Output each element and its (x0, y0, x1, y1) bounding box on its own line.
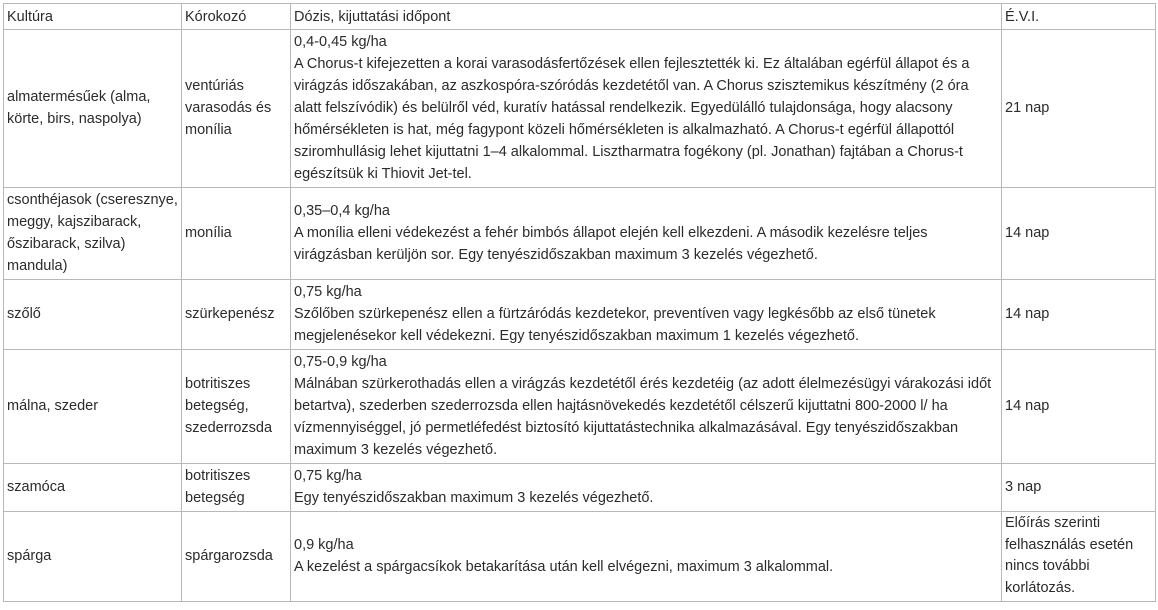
evi-cell: 21 nap (1002, 30, 1156, 188)
dose-cell (291, 30, 1002, 188)
dose-description: Egy tenyészidőszakban maximum 3 kezelés végezhető. (294, 490, 654, 506)
table-row (4, 30, 1156, 188)
dose-cell (291, 464, 1002, 512)
pathogen-cell: spárgarozsda (182, 512, 291, 602)
culture-cell: szamóca (4, 464, 182, 512)
dose-cell (291, 188, 1002, 280)
culture-cell: spárga (4, 512, 182, 602)
pathogen-cell: botritiszes betegség (182, 464, 291, 512)
pathogen-cell: szürkepenész (182, 280, 291, 350)
pathogen-cell: ventúriás varasodás és monília (182, 30, 291, 188)
table-row (4, 188, 1156, 280)
culture-cell: csonthéjasok (cseresznye, meggy, kajszibarack, őszibarack, szilva) mandula) (4, 188, 182, 280)
header-dose: Dózis, kijuttatási időpont (291, 4, 1002, 30)
evi-cell: 14 nap (1002, 188, 1156, 280)
header-culture: Kultúra (4, 4, 182, 30)
culture-cell: málna, szeder (4, 350, 182, 464)
table-row (4, 350, 1156, 464)
dose-description: Málnában szürkerothadás ellen a virágzás kezdetétől érés kezdetéig (az adott élelmezésügyi várakozási időt betartva), szederben szederrozsda ellen hajtásnövekedés kezdetétől célszerű kijuttatni 800-2000 l/ ha vízmennyiséggel, jó permetléfedést biztosító kijuttatástechnika alkalmazásával. Egy tenyészidőszakban maximum 3 kezelés végezhető. (294, 376, 992, 458)
culture-cell: szőlő (4, 280, 182, 350)
evi-cell: 14 nap (1002, 350, 1156, 464)
dose-description: A Chorus-t kifejezetten a korai varasodásfertőzések ellen fejlesztették ki. Ez általában egérfül állapot és a virágzás időszakában, az aszkospóra-szóródás kezdetétől van. A Chorus szisztemikus készítmény (2 óra alatt felszívódik) és belülről véd, kuratív hatással rendelkezik. Egyedülálló tulajdonsága, hogy alacsony hőmérsékleten is hat, még fagypont közeli hőmérsékleten is alkalmazható. A Chorus-t egérfül állapottól sziromhullásig lehet kijuttatni 1–4 alkalommal. Lisztharmatra fogékony (pl. Jonathan) fajtában a Chorus-t egészítsük ki Thiovit Jet-tel. (294, 56, 970, 182)
evi-cell: 3 nap (1002, 464, 1156, 512)
evi-cell: 14 nap (1002, 280, 1156, 350)
header-evi: É.V.I. (1002, 4, 1156, 30)
dose-amount: 0,9 kg/ha (294, 537, 354, 553)
pathogen-cell: monília (182, 188, 291, 280)
evi-cell: Előírás szerinti felhasználás esetén nincs további korlátozás. (1002, 512, 1156, 602)
pathogen-cell: botritiszes betegség, szederrozsda (182, 350, 291, 464)
dose-cell (291, 350, 1002, 464)
header-row (4, 4, 1156, 30)
dose-description: A kezelést a spárgacsíkok betakarítása után kell elvégezni, maximum 3 alkalommal. (294, 559, 834, 575)
dose-description: Szőlőben szürkepenész ellen a fürtzáródás kezdetekor, preventíven vagy legkésőbb az első tünetek megjelenésekor kell védekezni. Egy tenyészidőszakban maximum 1 kezelés végezhető. (294, 306, 936, 344)
dose-cell (291, 280, 1002, 350)
header-pathogen: Kórokozó (182, 4, 291, 30)
dose-description: A monília elleni védekezést a fehér bimbós állapot elején kell elkezdeni. A második kezelésre teljes virágzásban kerüljön sor. Egy tenyészidőszakban maximum 3 kezelés végezhető. (294, 225, 928, 263)
table-header (4, 4, 1156, 30)
dose-amount: 0,75 kg/ha (294, 284, 362, 300)
table-body (4, 30, 1156, 602)
dose-cell (291, 512, 1002, 602)
dose-amount: 0,35–0,4 kg/ha (294, 203, 390, 219)
dose-amount: 0,75-0,9 kg/ha (294, 354, 387, 370)
table-row (4, 512, 1156, 602)
dosage-table (3, 3, 1156, 602)
culture-cell: almatermésűek (alma, körte, birs, naspolya) (4, 30, 182, 188)
dose-amount: 0,4-0,45 kg/ha (294, 34, 387, 50)
table-row (4, 464, 1156, 512)
dose-amount: 0,75 kg/ha (294, 468, 362, 484)
table-row (4, 280, 1156, 350)
